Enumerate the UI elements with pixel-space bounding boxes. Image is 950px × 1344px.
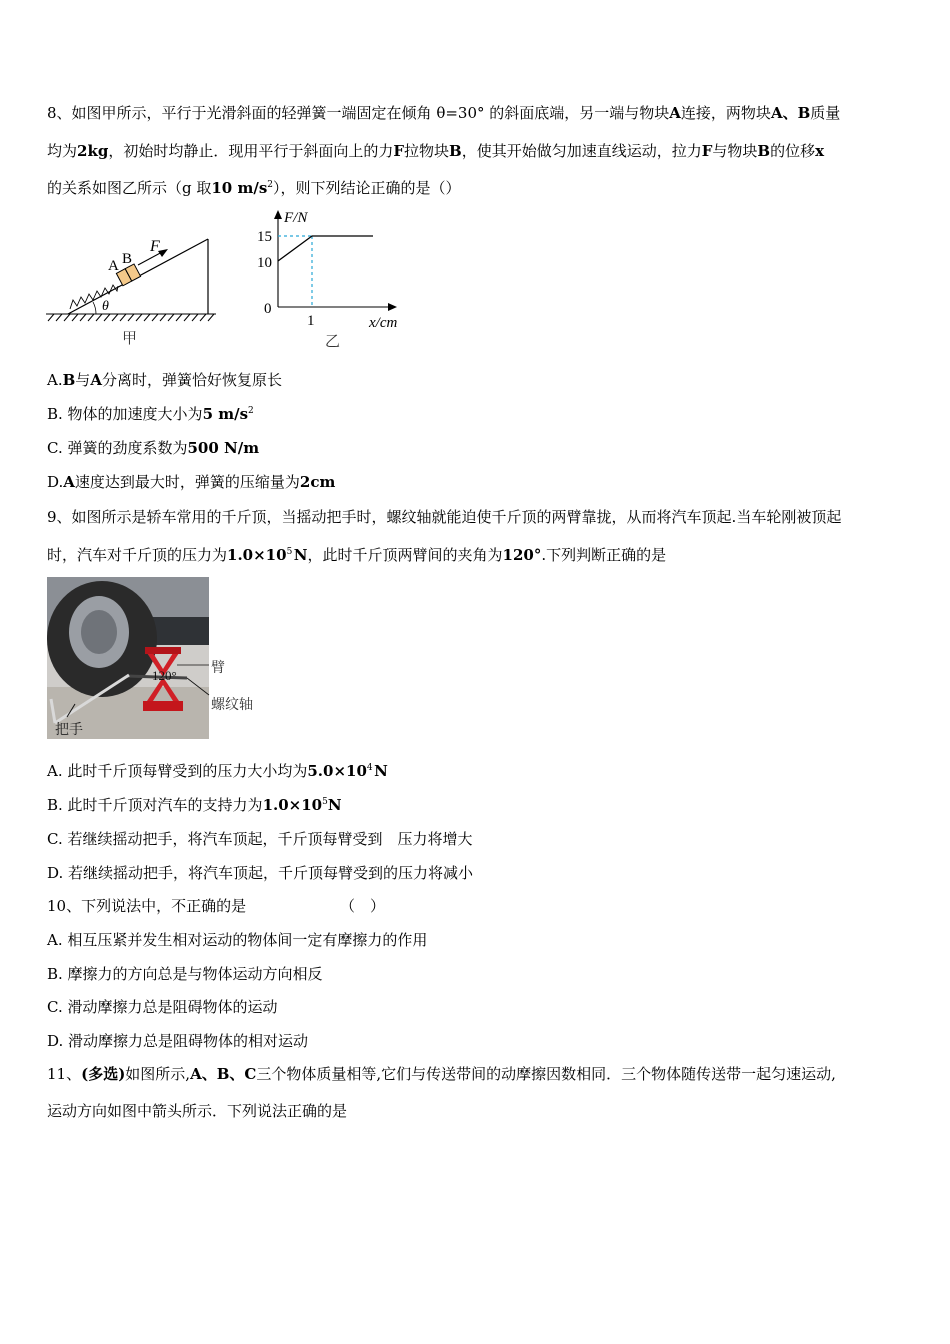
y-axis-label: F/N — [284, 210, 308, 226]
y-axis-arrow — [274, 210, 282, 219]
tick-1: 1 — [307, 313, 315, 329]
tick-15: 15 — [257, 229, 272, 245]
q9-option-B[interactable]: B. 此时千斤顶对汽车的支持力为$1.0\times 10^5N$ — [47, 796, 342, 814]
q10-stem: 10、下列说法中，不正确的是 — [47, 897, 247, 915]
block-B-label: B — [122, 251, 133, 267]
q9-option-D[interactable]: D. 若继续摇动把手，将汽车顶起，千斤顶每臂受到的压力将减小 — [47, 864, 474, 882]
q10-option-D[interactable]: D. 滑动摩擦力总是阻碍物体的相对运动 — [47, 1032, 309, 1050]
tick-10: 10 — [257, 255, 272, 271]
block-A-label: A — [108, 258, 119, 274]
force-curve — [278, 236, 373, 261]
q10-option-A[interactable]: A. 相互压紧并发生相对运动的物体间一定有摩擦力的作用 — [47, 931, 428, 949]
tick-0: 0 — [264, 301, 272, 317]
jack-top-saddle — [145, 647, 181, 654]
theta-label: θ — [102, 299, 109, 314]
q9-option-C[interactable]: C. 若继续摇动把手，将汽车顶起，千斤顶每臂受到 压力将增大 — [47, 830, 473, 848]
theta-arc — [93, 302, 96, 314]
angle-label: 120° — [152, 668, 177, 683]
q8-stem-line1: 8、如图甲所示，平行于光滑斜面的轻弹簧一端固定在倾角 θ=30° 的斜面底端，另一端与物块A连接，两物块A、B质量 — [47, 104, 841, 122]
q10-answer-paren: （ ） — [340, 897, 386, 915]
car-jack-photo — [47, 577, 277, 739]
q11-stem-line2: 运动方向如图中箭头所示．下列说法正确的是 — [47, 1102, 348, 1120]
figure-yi-caption: 乙 — [325, 334, 341, 350]
label-screw-axis: 螺纹轴 — [211, 698, 253, 713]
x-axis-label: x/cm — [369, 315, 398, 331]
force-F-label: F — [150, 238, 160, 255]
q8-stem-line3: 的关系如图乙所示（g 取10 $m/s^2$），则下列结论正确的是（） — [47, 179, 461, 197]
q10-option-B[interactable]: B. 摩擦力的方向总是与物体运动方向相反 — [47, 965, 323, 983]
q9-stem-line1: 9、如图所示是轿车常用的千斤顶，当摇动把手时，螺纹轴就能迫使千斤顶的两臂靠拢，从而将汽车顶起.当车轮刚被顶起 — [47, 508, 842, 526]
figure-jia-caption: 甲 — [122, 331, 138, 347]
spring — [70, 285, 118, 309]
figure-jia-incline — [44, 232, 220, 348]
q8-option-A[interactable]: A.B与A分离时，弹簧恰好恢复原长 — [47, 371, 282, 389]
label-handle: 把手 — [55, 723, 83, 738]
rim-inner — [81, 610, 117, 654]
q8-option-C[interactable]: C. 弹簧的劲度系数为500 N/m — [47, 439, 260, 457]
q11-stem-line1: 11、(多选)如图所示,A、B、C三个物体质量相等,它们与传送带间的动摩擦因数相同．三个物体随传送带一起匀速运动, — [47, 1065, 836, 1083]
label-arm: 臂 — [211, 661, 225, 676]
jack-base — [143, 701, 183, 711]
q8-option-B[interactable]: B. 物体的加速度大小为5 $m/s^2$ — [47, 405, 254, 423]
q10-option-C[interactable]: C. 滑动摩擦力总是阻碍物体的运动 — [47, 998, 278, 1016]
q9-option-A[interactable]: A. 此时千斤顶每臂受到的压力大小均为$5.0\times 10^4$ N — [47, 762, 388, 780]
q8-stem-line2: 均为2kg，初始时均静止．现用平行于斜面向上的力F拉物块B，使其开始做匀加速直线运动，拉力F与物块B的位移x — [47, 142, 825, 160]
q9-stem-line2: 时，汽车对千斤顶的压力为$1.0\times 10^5$ N，此时千斤顶两臂间的夹角为120°.下列判断正确的是 — [47, 546, 667, 564]
figure-yi-force-displacement-graph — [255, 205, 415, 350]
x-axis-arrow — [388, 303, 397, 311]
ground-hatching — [46, 314, 216, 321]
q8-option-D[interactable]: D.A速度达到最大时，弹簧的压缩量为2cm — [47, 473, 336, 491]
